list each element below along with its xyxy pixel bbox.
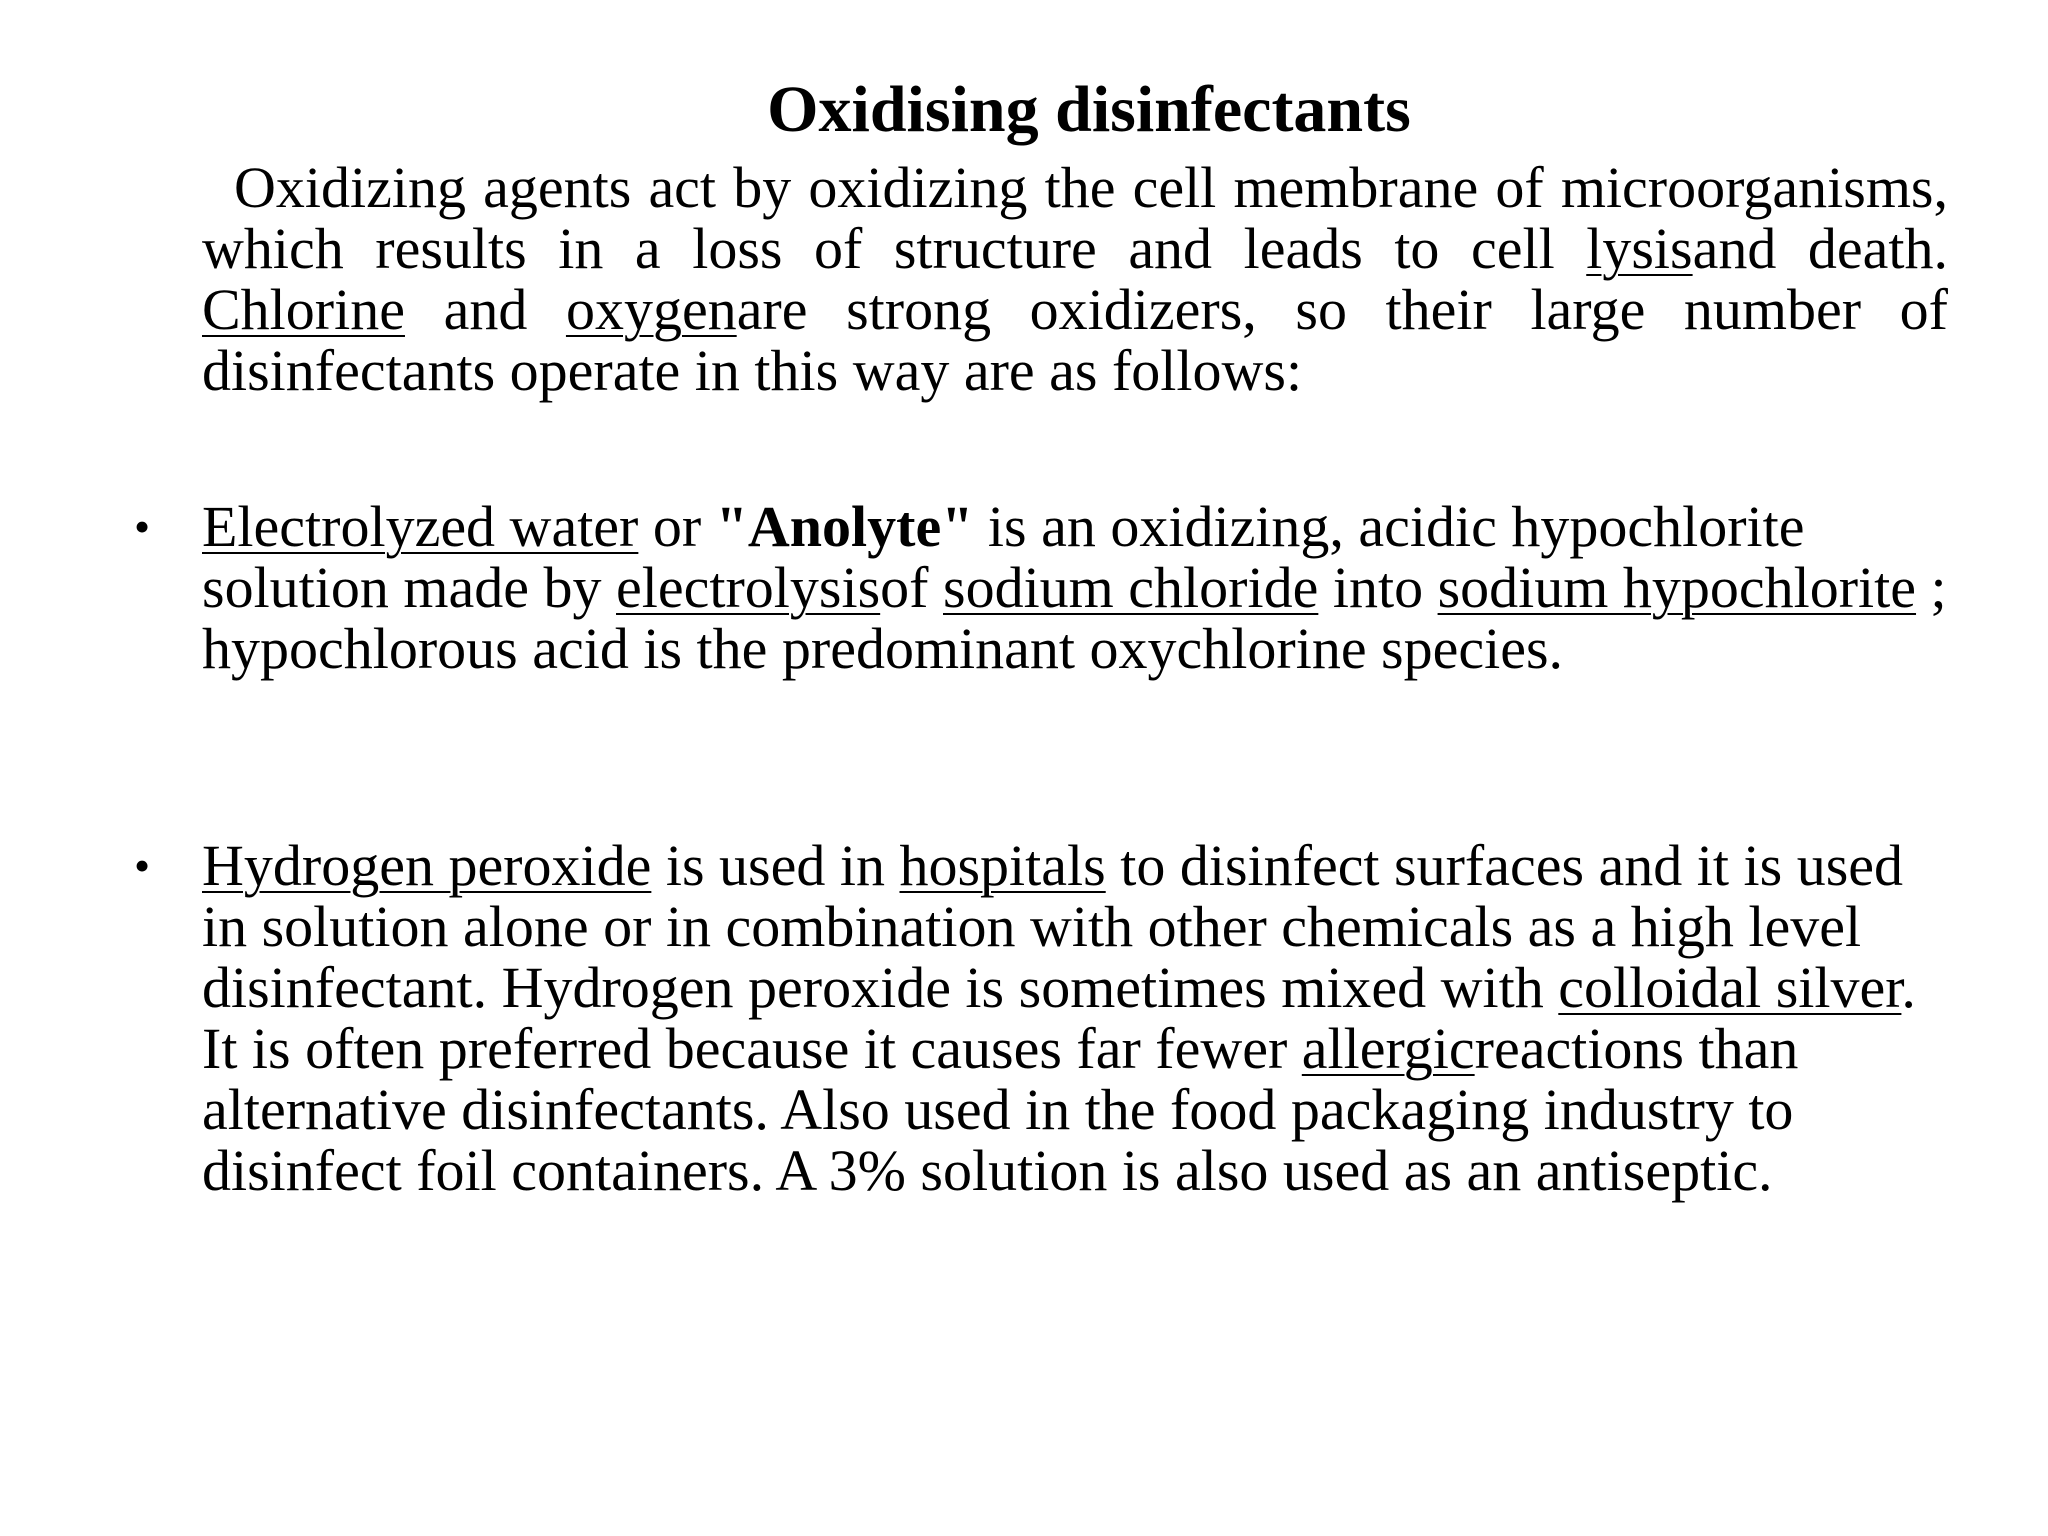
intro-text-3: and	[404, 277, 566, 342]
intro-text-1: Oxidizing agents act by oxidizing the cell membrane of microorganisms, which results in a loss of structure and leads to cell	[202, 155, 1948, 281]
bullet1-text-1: or	[638, 494, 716, 559]
link-sodium-chloride[interactable]: sodium chloride	[943, 555, 1319, 620]
anolyte-term: "Anolyte"	[715, 494, 974, 559]
link-hospitals[interactable]: hospitals	[899, 833, 1106, 898]
intro-text-4: are strong oxidizers, so their large number of disinfectants operate in this way are as follows:	[202, 277, 1948, 403]
bullet2-text-4: reactions than alternative disinfectants. Also used in the food packaging industry to disinfect foil containers. A 3% solution is also used as an antiseptic.	[202, 1016, 1799, 1203]
bullet-marker: •	[133, 840, 151, 891]
link-electrolyzed-water[interactable]: Electrolyzed water	[202, 494, 639, 559]
bullet2-text-1: is used in	[651, 833, 900, 898]
bullet1-text-3: of	[880, 555, 943, 620]
bullet1-text-4: into	[1318, 555, 1438, 620]
bullet-marker: •	[133, 501, 151, 552]
link-allergic[interactable]: allergic	[1301, 1016, 1475, 1081]
bullet-item-hydrogen-peroxide	[133, 833, 1948, 1203]
link-electrolysis[interactable]: electrolysis	[616, 555, 881, 620]
link-sodium-hypochlorite[interactable]: sodium hypochlorite	[1437, 555, 1917, 620]
link-colloidal-silver[interactable]: colloidal silver	[1558, 955, 1902, 1020]
bullet1-text-5: ; hypochlorous acid is the predominant oxychlorine species.	[202, 555, 1947, 681]
intro-paragraph	[202, 157, 1948, 401]
bullet2-text-2: to disinfect surfaces and it is used in solution alone or in combination with other chemicals as a high level disinfectant. Hydrogen peroxide is sometimes mixed with	[202, 833, 1904, 1020]
bullet2-text-3: . It is often preferred because it causes far fewer	[202, 955, 1916, 1081]
bullet1-text-2: is an oxidizing, acidic hypochlorite solution made by	[202, 494, 1805, 620]
link-oxygen[interactable]: oxygen	[565, 277, 737, 342]
link-hydrogen-peroxide[interactable]: Hydrogen peroxide	[202, 833, 652, 898]
bullet-item-electrolyzed-water	[133, 494, 1948, 681]
intro-text-2: and death.	[1692, 216, 1948, 281]
slide-title: Oxidising disinfectants	[767, 73, 1411, 146]
link-chlorine[interactable]: Chlorine	[202, 277, 405, 342]
link-lysis[interactable]: lysis	[1586, 216, 1693, 281]
